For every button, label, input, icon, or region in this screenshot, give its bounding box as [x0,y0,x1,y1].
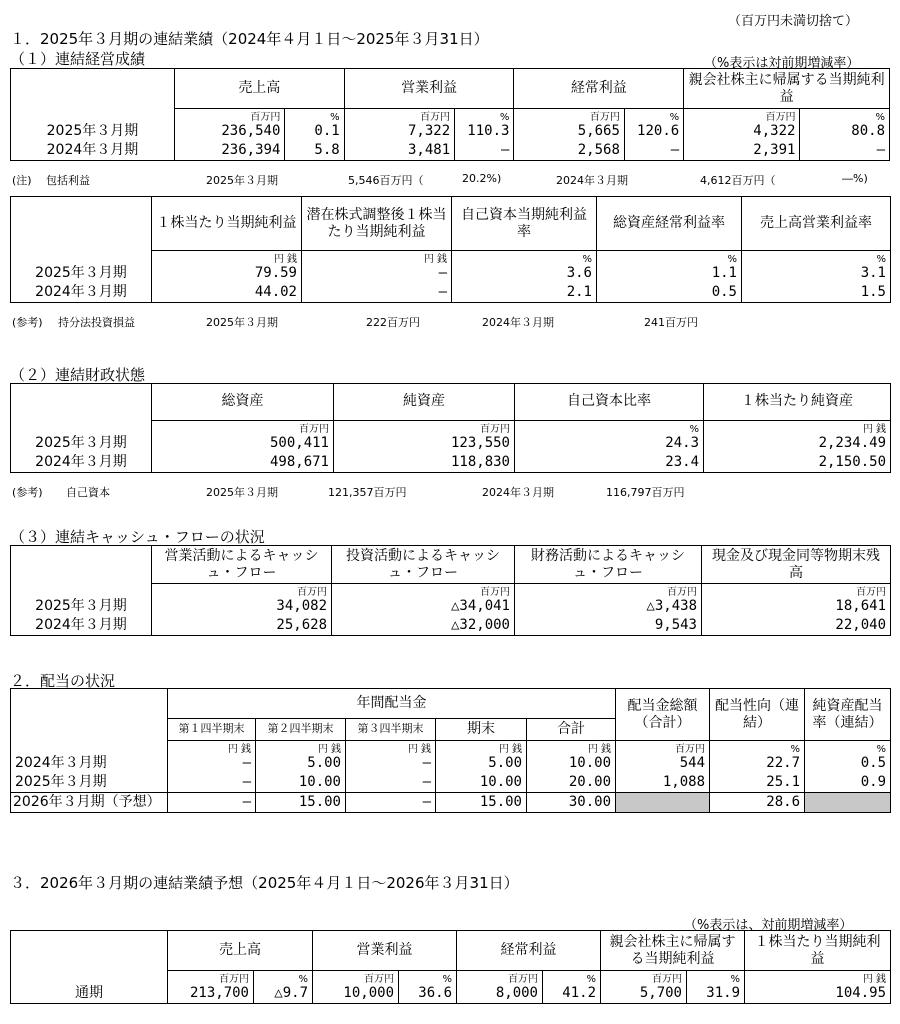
pct-note: （%表示は、対前期増減率） [684,918,853,933]
unit-cell: % [515,421,704,435]
unit-cell: 円 銭 [527,741,616,755]
unit-cell: % [399,971,457,985]
unit-cell: % [710,741,805,755]
value-cell: 0.9 [805,774,891,793]
unit-cell: 円 銭 [436,741,527,755]
unit-cell: 百万円 [702,584,891,598]
value-cell: 15.00 [256,793,346,813]
note-value: 20.2%) [462,172,502,185]
col-header: １株当たり当期純利益 [152,197,302,251]
value-cell: 5,700 [601,985,687,1004]
col-header: 投資活動によるキャッシュ・フロー [332,546,515,584]
value-cell: 8,000 [457,985,543,1004]
note-prefix: (参考) [12,316,43,329]
unit-cell: % [452,251,597,265]
value-cell: ― [168,755,256,774]
value-cell: 118,830 [334,454,515,473]
col-header: 親会社株主に帰属する当期純利益 [601,931,745,971]
section-2-title: ２．配当の状況 [10,672,116,690]
value-cell: 20.00 [527,774,616,793]
note-period: 2024年３月期 [556,174,628,187]
forecast-table [10,930,891,1004]
per-share-table [10,196,891,303]
value-cell: 31.9 [687,985,745,1004]
value-cell: 34,082 [152,598,332,617]
value-cell: 10.00 [256,774,346,793]
unit-cell: 円 銭 [346,741,436,755]
note-value: ―%) [842,172,868,185]
value-cell: 7,322 [344,123,454,142]
row-label: 通期 [11,985,168,1004]
value-cell: 0.5 [805,755,891,774]
sub-header: 期末 [436,719,527,741]
col-header: 配当金総額（合計） [616,689,710,741]
col-header: 売上高 [168,931,313,971]
value-cell: 36.6 [399,985,457,1004]
unit-cell: % [687,971,745,985]
note-prefix: (注) [12,174,32,187]
row-label: 2024年３月期 [11,755,168,774]
row-label: 2026年３月期（予想） [11,793,168,813]
value-cell: 44.02 [152,284,302,303]
unit-cell: % [597,251,742,265]
table-row-forecast [11,793,891,813]
value-cell: 41.2 [543,985,601,1004]
value-cell: 1.5 [742,284,891,303]
sub-header: 第３四半期末 [346,719,436,741]
table-row [11,598,891,617]
value-cell: 544 [616,755,710,774]
unit-cell: % [254,971,313,985]
note-value: 241百万円 [644,316,698,329]
value-cell: 28.6 [710,793,805,813]
section-3-title: ３．2026年３月期の連結業績予想（2025年４月１日～2026年３月31日） [10,874,519,892]
shaded-cell [616,793,710,813]
value-cell: 213,700 [168,985,254,1004]
col-header: 潜在株式調整後１株当たり当期純利益 [302,197,452,251]
financial-position-table [10,383,891,473]
subsection-1-title: （１）連結経営成績 [10,50,146,68]
unit-cell: % [624,109,683,123]
unit-cell: 円 銭 [168,741,256,755]
value-cell: 123,550 [334,435,515,454]
note-value: 222百万円 [366,316,420,329]
cash-flow-table [10,545,891,636]
row-label: 2025年３月期 [11,598,152,617]
col-header: 自己資本比率 [515,384,704,421]
col-header: 現金及び現金同等物期末残高 [702,546,891,584]
row-label: 2024年３月期 [11,454,152,473]
value-cell: 10.00 [527,755,616,774]
value-cell: 0.1 [285,123,344,142]
col-header: 財務活動によるキャッシュ・フロー [515,546,702,584]
value-cell: 3,481 [344,142,454,161]
note-value: 116,797百万円 [606,486,685,499]
value-cell: ― [455,142,514,161]
value-cell: 5.00 [436,755,527,774]
value-cell: 236,394 [174,142,284,161]
unit-cell: % [800,109,890,123]
unit-cell: 百万円 [344,109,454,123]
group-header: 年間配当金 [168,689,616,719]
col-header: 売上高営業利益率 [742,197,891,251]
col-header: １株当たり純資産 [704,384,891,421]
sub-header: 第１四半期末 [168,719,256,741]
table-row [11,435,891,454]
col-header: 配当性向（連結） [710,689,805,741]
note-value: 121,357百万円 [328,486,407,499]
value-cell: ― [346,755,436,774]
col-header: 総資産 [152,384,334,421]
table-row [11,284,891,303]
row-label: 2025年３月期 [11,774,168,793]
value-cell: 5,665 [514,123,624,142]
col-header: 営業活動によるキャッシュ・フロー [152,546,332,584]
unit-note: （百万円未満切捨て） [728,14,859,29]
col-header: 営業利益 [344,69,514,109]
value-cell: 10,000 [313,985,399,1004]
value-cell: 22.7 [710,755,805,774]
col-header: 経常利益 [457,931,601,971]
value-cell: ― [624,142,683,161]
unit-cell: 円 銭 [256,741,346,755]
unit-cell: 百万円 [515,584,702,598]
col-header: 総資産経常利益率 [597,197,742,251]
unit-cell: % [285,109,344,123]
note-period: 2025年３月期 [206,316,278,329]
value-cell: 2.1 [452,284,597,303]
table-row [11,755,891,774]
unit-cell: 百万円 [174,109,284,123]
col-header: 売上高 [174,69,344,109]
value-cell: 2,150.50 [704,454,891,473]
unit-cell: 円 銭 [704,421,891,435]
unit-cell: 百万円 [457,971,543,985]
value-cell: 104.95 [745,985,891,1004]
value-cell: 18,641 [702,598,891,617]
value-cell: 25,628 [152,617,332,636]
value-cell: ― [346,774,436,793]
note-value: 5,546百万円（ [348,174,424,187]
row-label: 2025年３月期 [11,123,175,142]
unit-cell: 百万円 [601,971,687,985]
note-period: 2024年３月期 [482,486,554,499]
value-cell: 15.00 [436,793,527,813]
unit-cell: % [455,109,514,123]
value-cell: ― [168,793,256,813]
unit-cell: 百万円 [168,971,254,985]
col-header: 営業利益 [313,931,457,971]
value-cell: △34,041 [332,598,515,617]
subsection-3-title: （３）連結キャッシュ・フローの状況 [10,528,265,546]
value-cell: ― [302,284,452,303]
value-cell: 0.5 [597,284,742,303]
value-cell: 120.6 [624,123,683,142]
col-header: 純資産配当率（連結） [805,689,891,741]
unit-cell: 百万円 [313,971,399,985]
sub-header: 第２四半期末 [256,719,346,741]
col-header: １株当たり当期純利益 [745,931,891,971]
shaded-cell [805,793,891,813]
value-cell: 500,411 [152,435,334,454]
results-table [10,68,890,161]
section-1-title: １．2025年３月期の連結業績（2024年４月１日～2025年３月31日） [10,30,489,48]
value-cell: 4,322 [684,123,800,142]
table-row [11,454,891,473]
table-row [11,617,891,636]
unit-cell: 円 銭 [745,971,891,985]
value-cell: △9.7 [254,985,313,1004]
corner-cell [11,69,175,109]
subsection-2-title: （２）連結財政状態 [10,366,146,384]
unit-cell: 百万円 [616,741,710,755]
value-cell: △32,000 [332,617,515,636]
row-label: 2025年３月期 [11,435,152,454]
note-prefix: (参考) [12,486,43,499]
unit-cell: 百万円 [332,584,515,598]
note-period: 2025年３月期 [206,174,278,187]
row-label: 2024年３月期 [11,617,152,636]
value-cell: ― [302,265,452,284]
value-cell: 5.8 [285,142,344,161]
col-header: 経常利益 [514,69,684,109]
note-period: 2025年３月期 [206,486,278,499]
unit-cell: % [805,741,891,755]
value-cell: 5.00 [256,755,346,774]
dividend-table [10,688,891,813]
table-row [11,142,890,161]
unit-cell: 円 銭 [302,251,452,265]
col-header: 純資産 [334,384,515,421]
value-cell: 9,543 [515,617,702,636]
value-cell: 10.00 [436,774,527,793]
note-value: 4,612百万円（ [700,174,776,187]
value-cell: 24.3 [515,435,704,454]
note-period: 2024年３月期 [482,316,554,329]
value-cell: 498,671 [152,454,334,473]
unit-cell: % [742,251,891,265]
value-cell: 1,088 [616,774,710,793]
value-cell: 2,391 [684,142,800,161]
value-cell: 80.8 [800,123,890,142]
value-cell: 3.6 [452,265,597,284]
unit-cell: 円 銭 [152,251,302,265]
table-row [11,774,891,793]
value-cell: 3.1 [742,265,891,284]
value-cell: 1.1 [597,265,742,284]
value-cell: ― [168,774,256,793]
row-label: 2025年３月期 [11,265,152,284]
unit-cell: 百万円 [152,421,334,435]
value-cell: 79.59 [152,265,302,284]
value-cell: 110.3 [455,123,514,142]
value-cell: 236,540 [174,123,284,142]
note-label: 自己資本 [66,486,110,499]
note-label: 持分法投資損益 [58,316,135,329]
unit-cell: 百万円 [152,584,332,598]
value-cell: ― [346,793,436,813]
note-label: 包括利益 [46,174,90,187]
col-header: 自己資本当期純利益率 [452,197,597,251]
value-cell: 25.1 [710,774,805,793]
value-cell: 2,234.49 [704,435,891,454]
value-cell: 23.4 [515,454,704,473]
table-row [11,123,890,142]
sub-header: 合計 [527,719,616,741]
unit-cell: 百万円 [514,109,624,123]
pct-note: （%表示は対前期増減率） [704,56,860,71]
col-header: 親会社株主に帰属する当期純利益 [684,69,890,109]
unit-cell: 百万円 [334,421,515,435]
table-row [11,265,891,284]
value-cell: △3,438 [515,598,702,617]
unit-cell: % [543,971,601,985]
table-row [11,985,891,1004]
unit-cell: 百万円 [684,109,800,123]
row-label: 2024年３月期 [11,284,152,303]
row-label: 2024年３月期 [11,142,175,161]
value-cell: 22,040 [702,617,891,636]
value-cell: ― [800,142,890,161]
value-cell: 2,568 [514,142,624,161]
value-cell: 30.00 [527,793,616,813]
